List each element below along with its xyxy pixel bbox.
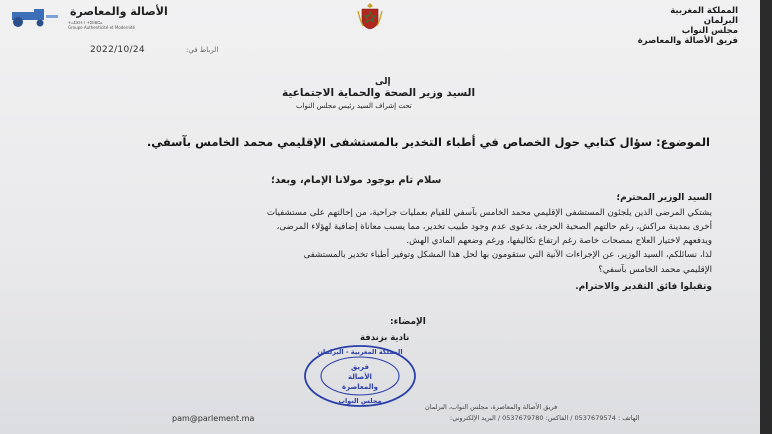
body-line: أخرى بمدينة مراكش، رغم حالتهم الصحية الحرجة، بدعوى عدم وجود طبيب تخدير، مما يسبب معاناة إضافية لهؤلاء المرضى، [276, 222, 712, 232]
date-label: الرباط في: [186, 46, 219, 54]
date-value: 2022/10/24 [90, 45, 145, 55]
body-line: يشتكي المرضى الذين يلجئون المستشفى الإقليمي محمد الخامس بآسفي للقيام بعمليات جراحية، من إحالتهم على مستشفيات [266, 208, 712, 218]
stamp-inner-line2: الأصالة [348, 373, 372, 381]
header-house: مجلس النواب [681, 26, 738, 36]
scan-edge [760, 0, 772, 434]
tractor-logo-icon [6, 6, 62, 28]
signature-title: الإمضاء: [390, 317, 426, 327]
stamp-bottom-text: مجلس النواب [338, 397, 382, 405]
coat-of-arms-icon [357, 2, 383, 30]
party-name-tifinagh: ⵜⴰⵎⵓⵏⵜ ⵏ ⵜⵉⵏⵏⵓⵛⴰ [68, 20, 103, 25]
header-kingdom: المملكة المغربية [670, 6, 738, 16]
stamp-outer-text: المملكة المغربية - البرلمان [317, 348, 403, 356]
addressee-under-supervision: تحت إشراف السيد رئيس مجلس النواب [296, 102, 412, 110]
body-line: لذا، نسائلكم، السيد الوزير، عن الإجراءات الآنية التي ستقومون بها لحل هذا المشكل وتوفير أطباء تخدير بالمستشفى [303, 250, 712, 260]
body-line: الإقليمي محمد الخامس بآسفي؟ [598, 265, 712, 275]
header-parliament: البرلمان [703, 16, 738, 26]
party-name-french: Groupe Authenticité et Modernité [68, 25, 136, 30]
subject-line: الموضوع: سؤال كتابي حول الخصاص في أطباء التخدير بالمستشفى الإقليمي محمد الخامس بآسفي. [146, 135, 710, 149]
header-right-block [638, 6, 738, 46]
body-line: ويدفعهم لاختيار العلاج بمصحات خاصة رغم ارتفاع تكاليفها، ورغم وضعهم المادي الهش. [406, 236, 712, 246]
header-group: فريق الأصالة والمعاصرة [637, 36, 738, 46]
footer-phones: الهاتف : 0537679574 / الفاكس: 0537679780 / البريد الإلكتروني: [450, 414, 640, 422]
official-stamp-icon [303, 343, 418, 408]
signature-name: نادية بزندفة [360, 333, 410, 343]
addressee-minister: السيد وزير الصحة والحماية الاجتماعية [282, 87, 476, 99]
stamp-inner-line3: والمعاصرة [342, 383, 378, 391]
footer-address: فريق الأصالة والمعاصرة، مجلس النواب، البرلمان [425, 403, 558, 411]
addressee-to: إلى [375, 77, 391, 87]
stamp-inner-line1: فريق [351, 363, 369, 371]
salutation-line: السيد الوزير المحترم؛ [616, 193, 712, 203]
greeting-line: سلام تام بوجود مولانا الإمام، وبعد؛ [271, 175, 442, 186]
closing-line: وتقبلوا فائق التقدير والاحترام. [575, 282, 712, 292]
party-name-arabic: الأصالة والمعاصرة [70, 5, 168, 18]
footer-email: pam@parlement.ma [172, 414, 255, 423]
